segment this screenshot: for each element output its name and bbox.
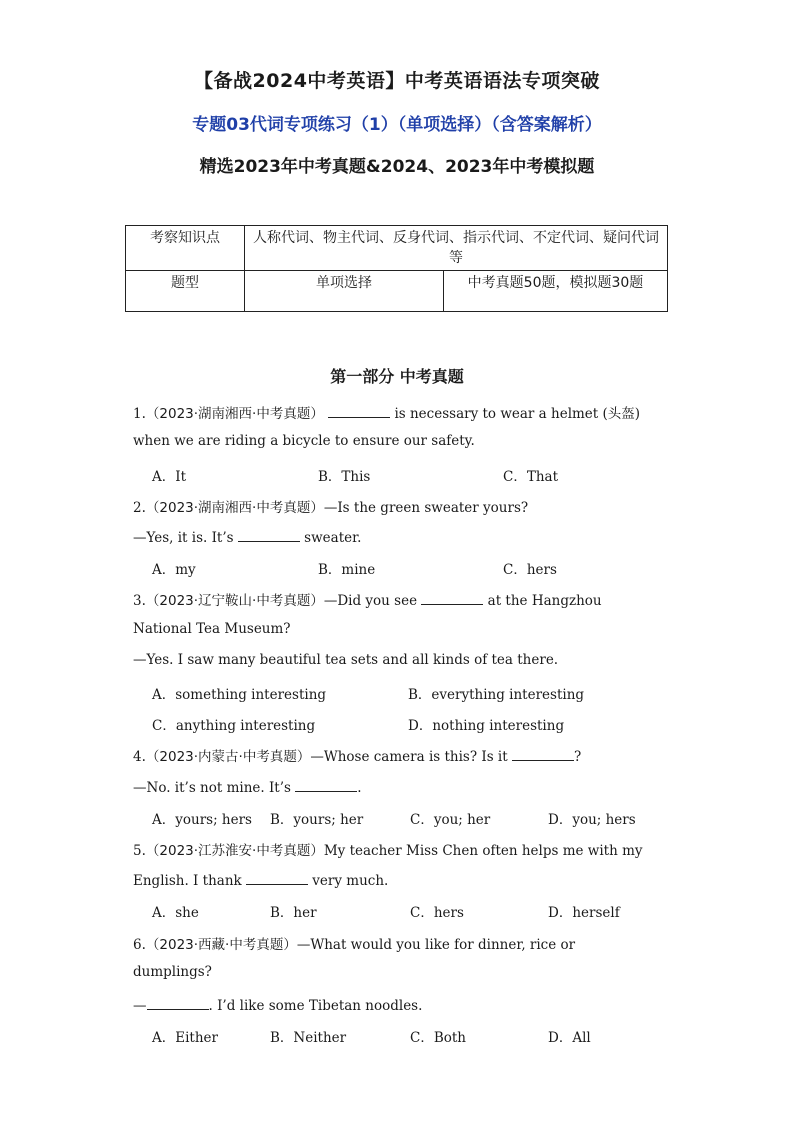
question-4-line-2: —No. it’s not mine. It’s .	[133, 777, 362, 796]
info-table-row	[126, 226, 668, 271]
question-5-line-2: English. I thank very much.	[133, 870, 388, 889]
question-1-line-2: when we are riding a bicycle to ensure our safety.	[133, 433, 475, 449]
question-source: （2023·西藏·中考真题）	[145, 937, 297, 953]
option-b[interactable]: B．This	[318, 469, 371, 485]
answer-blank[interactable]	[246, 870, 308, 885]
option-c[interactable]: C．That	[503, 469, 559, 485]
option-d[interactable]: D．nothing interesting	[408, 718, 565, 734]
answer-blank[interactable]	[421, 590, 483, 605]
answer-blank[interactable]	[295, 777, 357, 792]
info-label-knowledge: 考察知识点	[126, 226, 245, 271]
question-3-line-3: —Yes. I saw many beautiful tea sets and all kinds of tea there.	[133, 652, 559, 668]
option-b[interactable]: B．yours; her	[270, 812, 364, 828]
info-table	[125, 225, 668, 312]
option-d[interactable]: D．herself	[548, 905, 620, 921]
document-subtitle-2: 精选2023年中考真题&2024、2023年中考模拟题	[199, 157, 595, 177]
option-b[interactable]: B．Neither	[270, 1030, 347, 1046]
option-c[interactable]: C．anything interesting	[152, 718, 316, 734]
answer-blank[interactable]	[328, 403, 390, 418]
answer-blank[interactable]	[512, 746, 574, 761]
option-a[interactable]: A．my	[152, 562, 196, 578]
option-b[interactable]: B．mine	[318, 562, 376, 578]
option-c[interactable]: C．Both	[410, 1030, 466, 1046]
question-6-line-2: dumplings?	[133, 964, 212, 980]
option-a[interactable]: A．It	[152, 469, 187, 485]
option-a[interactable]: A．she	[152, 905, 199, 921]
document-title: 【备战2024中考英语】中考英语语法专项突破	[194, 70, 600, 92]
question-source: （2023·江苏淮安·中考真题）	[145, 843, 324, 859]
info-value-knowledge: 人称代词、物主代词、反身代词、指示代词、不定代词、疑问代词等	[245, 226, 668, 271]
document-subtitle: 专题03代词专项练习（1）（单项选择）（含答案解析）	[192, 115, 602, 135]
question-source: （2023·湖南湘西·中考真题）	[145, 500, 324, 516]
question-source: （2023·辽宁鞍山·中考真题）	[145, 593, 324, 609]
option-b[interactable]: B．her	[270, 905, 317, 921]
answer-blank[interactable]	[238, 527, 300, 542]
option-d[interactable]: D．All	[548, 1030, 591, 1046]
section-title: 第一部分 中考真题	[330, 367, 464, 386]
info-label-type: 题型	[126, 271, 245, 312]
question-3: 3.（2023·辽宁鞍山·中考真题）—Did you see at the Hangzhou	[133, 589, 602, 609]
option-b[interactable]: B．everything interesting	[408, 687, 585, 703]
option-a[interactable]: A．something interesting	[152, 687, 327, 703]
question-6: 6.（2023·西藏·中考真题）—What would you like for dinner, rice or	[133, 937, 576, 953]
option-a[interactable]: A．Either	[152, 1030, 218, 1046]
question-6-line-3: — . I’d like some Tibetan noodles.	[133, 995, 422, 1014]
question-2: 2.（2023·湖南湘西·中考真题）—Is the green sweater yours?	[133, 500, 529, 516]
info-table-row	[126, 271, 668, 312]
option-c[interactable]: C．hers	[503, 562, 557, 578]
question-2-line-2: —Yes, it is. It’s sweater.	[133, 527, 361, 546]
option-c[interactable]: C．hers	[410, 905, 464, 921]
option-d[interactable]: D．you; hers	[548, 812, 636, 828]
question-source: （2023·内蒙古·中考真题）	[145, 749, 311, 765]
question-source: （2023·湖南湘西·中考真题）	[145, 406, 324, 422]
info-value-type: 单项选择	[245, 271, 444, 312]
question-1: 1.（2023·湖南湘西·中考真题） is necessary to wear a helmet (头盔)	[133, 402, 640, 422]
answer-blank[interactable]	[147, 995, 209, 1010]
option-a[interactable]: A．yours; hers	[152, 812, 252, 828]
question-5: 5.（2023·江苏淮安·中考真题）My teacher Miss Chen often helps me with my	[133, 843, 643, 859]
question-4: 4.（2023·内蒙古·中考真题）—Whose camera is this? Is it ?	[133, 745, 581, 765]
question-3-line-2: National Tea Museum?	[133, 621, 291, 637]
info-value-count: 中考真题50题，模拟题30题	[444, 271, 668, 312]
option-c[interactable]: C．you; her	[410, 812, 491, 828]
